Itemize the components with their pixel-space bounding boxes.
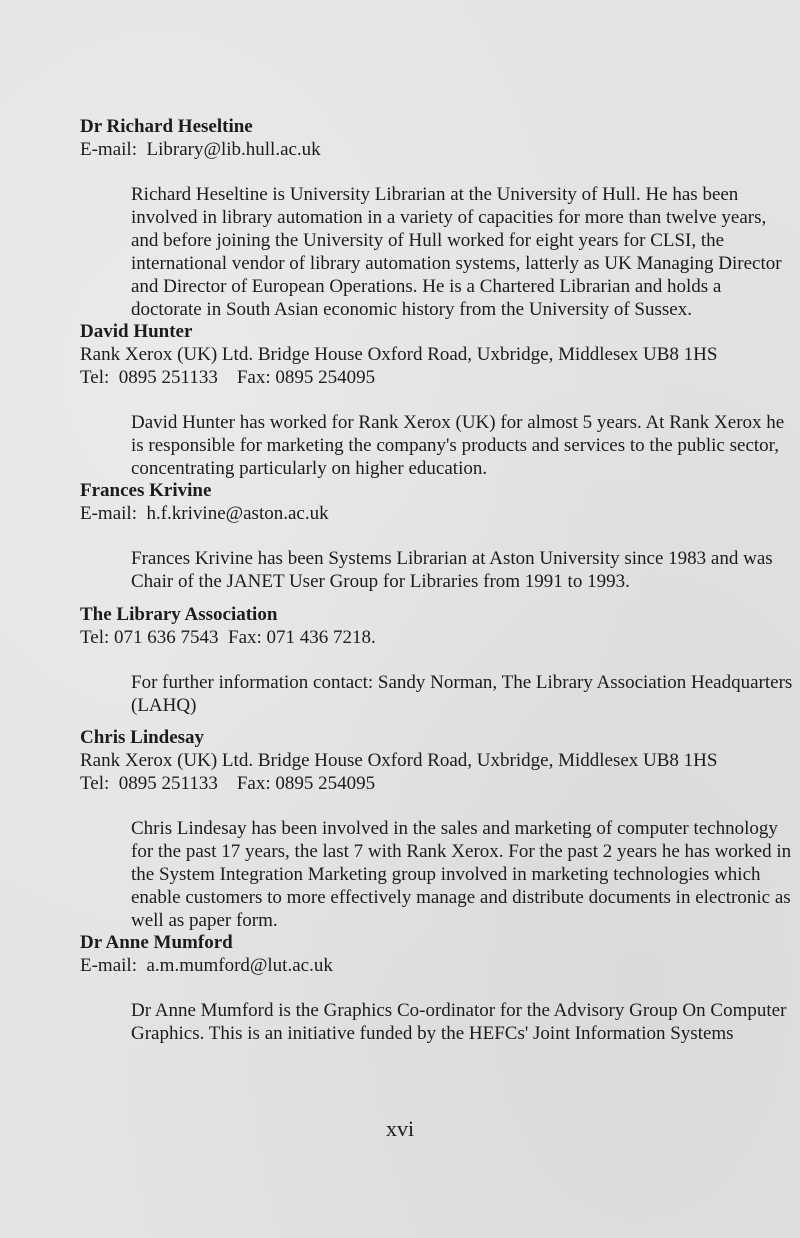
entry-email: E-mail: a.m.mumford@lut.ac.uk — [80, 955, 333, 976]
entry-name: Frances Krivine — [80, 480, 212, 501]
entry-bio: David Hunter has worked for Rank Xerox (UK) for almost 5 years. At Rank Xerox he is responsible for marketing the company's products and services to the public sector, concentrating particularly on higher education. — [131, 412, 785, 479]
entry-mumford — [80, 932, 787, 1045]
entry-email: E-mail: Library@lib.hull.ac.uk — [80, 139, 321, 160]
entry-bio: Frances Krivine has been Systems Librarian at Aston University since 1983 and was Chair of the JANET User Group for Libraries from 1991 to 1993. — [131, 548, 773, 592]
entry-bio: For further information contact: Sandy Norman, The Library Association Headquarters (LAHQ) — [131, 672, 793, 716]
entry-phone: Tel: 071 636 7543 Fax: 071 436 7218. — [80, 627, 376, 648]
entry-name: The Library Association — [80, 604, 278, 625]
entry-library-association — [80, 604, 793, 717]
entry-name: David Hunter — [80, 321, 193, 342]
entry-bio: Dr Anne Mumford is the Graphics Co-ordinator for the Advisory Group On Computer Graphics. This is an initiative funded by the HEFCs' Joint Information Systems — [131, 1000, 787, 1044]
entry-address: Rank Xerox (UK) Ltd. Bridge House Oxford Road, Uxbridge, Middlesex UB8 1HS — [80, 344, 718, 365]
entry-address: Rank Xerox (UK) Ltd. Bridge House Oxford Road, Uxbridge, Middlesex UB8 1HS — [80, 750, 718, 771]
entry-name: Chris Lindesay — [80, 727, 205, 748]
entry-phone: Tel: 0895 251133 Fax: 0895 254095 — [80, 773, 376, 794]
entry-bio: Richard Heseltine is University Librarian at the University of Hull. He has been involved in library automation in a variety of capacities for more than twelve years, and before joining the University of Hull worked for eight years for CLSI, the international vendor of library automation systems, latterly as UK Managing Director and Director of European Operations. He is a Chartered Librarian and holds a doctorate in South Asian economic history from the University of Sussex. — [131, 184, 782, 320]
entry-hunter — [80, 321, 785, 480]
page-number: xvi — [385, 1116, 415, 1141]
entry-krivine — [80, 480, 780, 593]
entry-heseltine — [80, 116, 780, 321]
entry-phone: Tel: 0895 251133 Fax: 0895 254095 — [80, 367, 376, 388]
entry-lindesay — [80, 727, 792, 932]
entry-name: Dr Anne Mumford — [80, 932, 233, 953]
entry-name: Dr Richard Heseltine — [80, 116, 253, 137]
entry-bio: Chris Lindesay has been involved in the sales and marketing of computer technology for the past 17 years, the last 7 with Rank Xerox. For the past 2 years he has worked in the System Integration Marketing group involved in marketing technologies which enable customers to more effectively manage and distribute documents in electronic as well as paper form. — [131, 818, 792, 931]
entry-email: E-mail: h.f.krivine@aston.ac.uk — [80, 503, 329, 524]
